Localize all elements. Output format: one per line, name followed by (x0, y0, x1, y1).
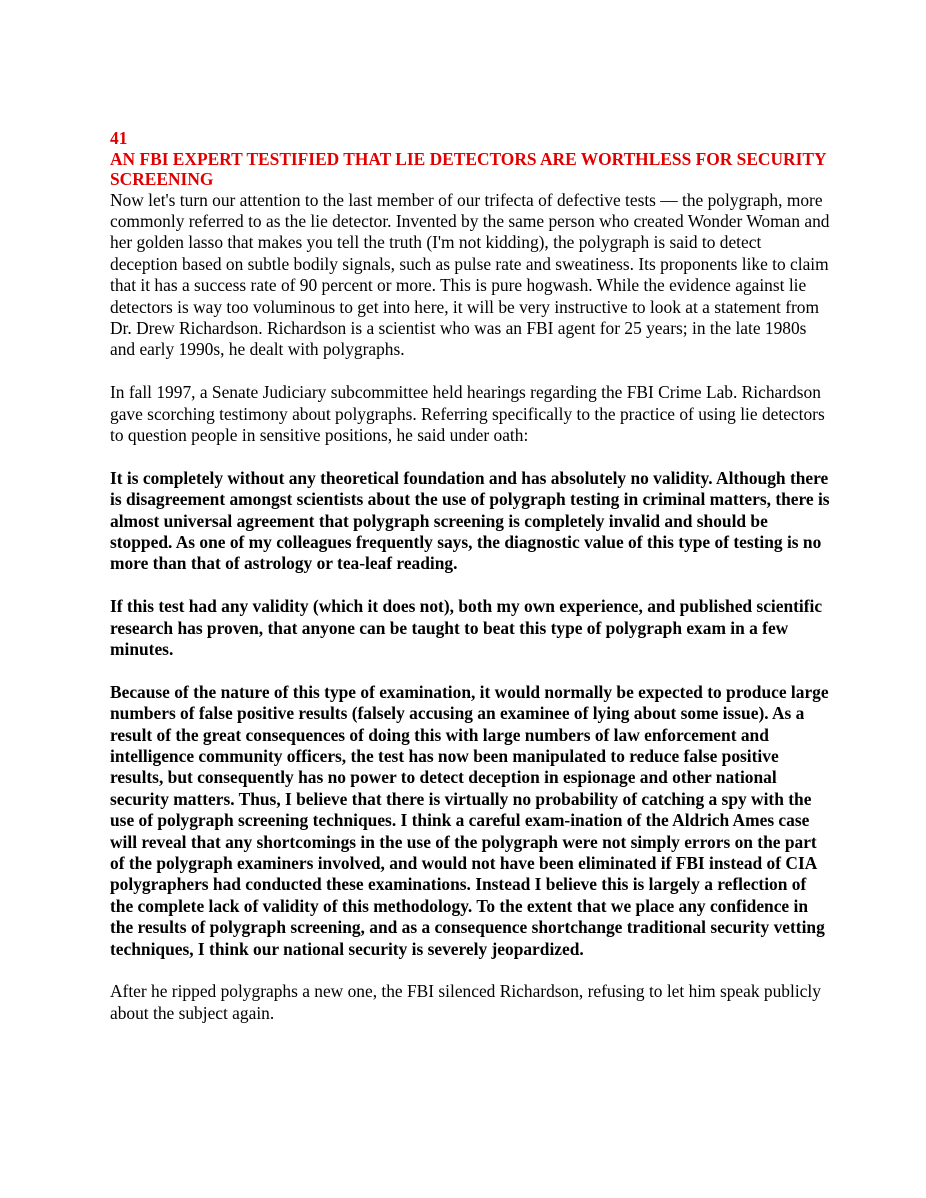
chapter-number: 41 (110, 128, 128, 148)
testimony-quote-3: Because of the nature of this type of examination, it would normally be expected to produce large numbers of false positive results (falsely accusing an examinee of lying about some issue). As a result of the great consequences of doing this with large numbers of law enforcement and intelligence community officers, the test has now been manipulated to reduce false positive results, but consequently has no power to detect deception in espionage and other national security matters. Thus, I believe that there is virtually no probability of catching a spy with the use of polygraph screening techniques. I think a careful exam-ination of the Aldrich Ames case will reveal that any shortcomings in the use of the polygraph were not simply errors on the part of the polygraph examiners involved, and would not have been eliminated if FBI instead of CIA polygraphers had conducted these examinations. Instead I believe this is largely a reflection of the complete lack of validity of this methodology. To the extent that we place any confidence in the results of polygraph screening, and as a consequence shortchange traditional security vetting techniques, I think our national security is severely jeopardized. (110, 681, 829, 959)
document-page (110, 128, 830, 1024)
hearing-paragraph: In fall 1997, a Senate Judiciary subcommittee held hearings regarding the FBI Crime Lab. Richardson gave scorching testimony about polygraphs. Referring specifically to the practice of using lie detectors to question people in sensitive positions, he said under oath: (110, 382, 825, 445)
closing-paragraph: After he ripped polygraphs a new one, the FBI silenced Richardson, refusing to let him speak publicly about the subject again. (110, 981, 821, 1023)
testimony-quote-2: If this test had any validity (which it does not), both my own experience, and published scientific research has proven, that anyone can be taught to beat this type of polygraph exam in a few minutes. (110, 596, 823, 659)
testimony-quote-1: It is completely without any theoretical foundation and has absolutely no validity. Although there is disagreement amongst scientists about the use of polygraph testing in criminal matters, there is almost universal agreement that polygraph screening is completely invalid and should be stopped. As one of my colleagues frequently says, the diagnostic value of this type of testing is no more than that of astrology or tea-leaf reading. (110, 467, 830, 574)
intro-paragraph: Now let's turn our attention to the last member of our trifecta of defective tests — the polygraph, more commonly referred to as the lie detector. Invented by the same person who created Wonder Woman and her golden lasso that makes you tell the truth (I'm not kidding), the polygraph is said to detect deception based on subtle bodily signals, such as pulse rate and sweatiness. Its proponents like to claim that it has a success rate of 90 percent or more. This is pure hogwash. While the evidence against lie detectors is way too voluminous to get into here, it will be very instructive to look at a statement from Dr. Drew Richardson. Richardson is a scientist who was an FBI agent for 25 years; in the late 1980s and early 1990s, he dealt with polygraphs. (110, 189, 830, 360)
chapter-title: AN FBI EXPERT TESTIFIED THAT LIE DETECTORS ARE WORTHLESS FOR SECURITY SCREENING (110, 148, 826, 189)
